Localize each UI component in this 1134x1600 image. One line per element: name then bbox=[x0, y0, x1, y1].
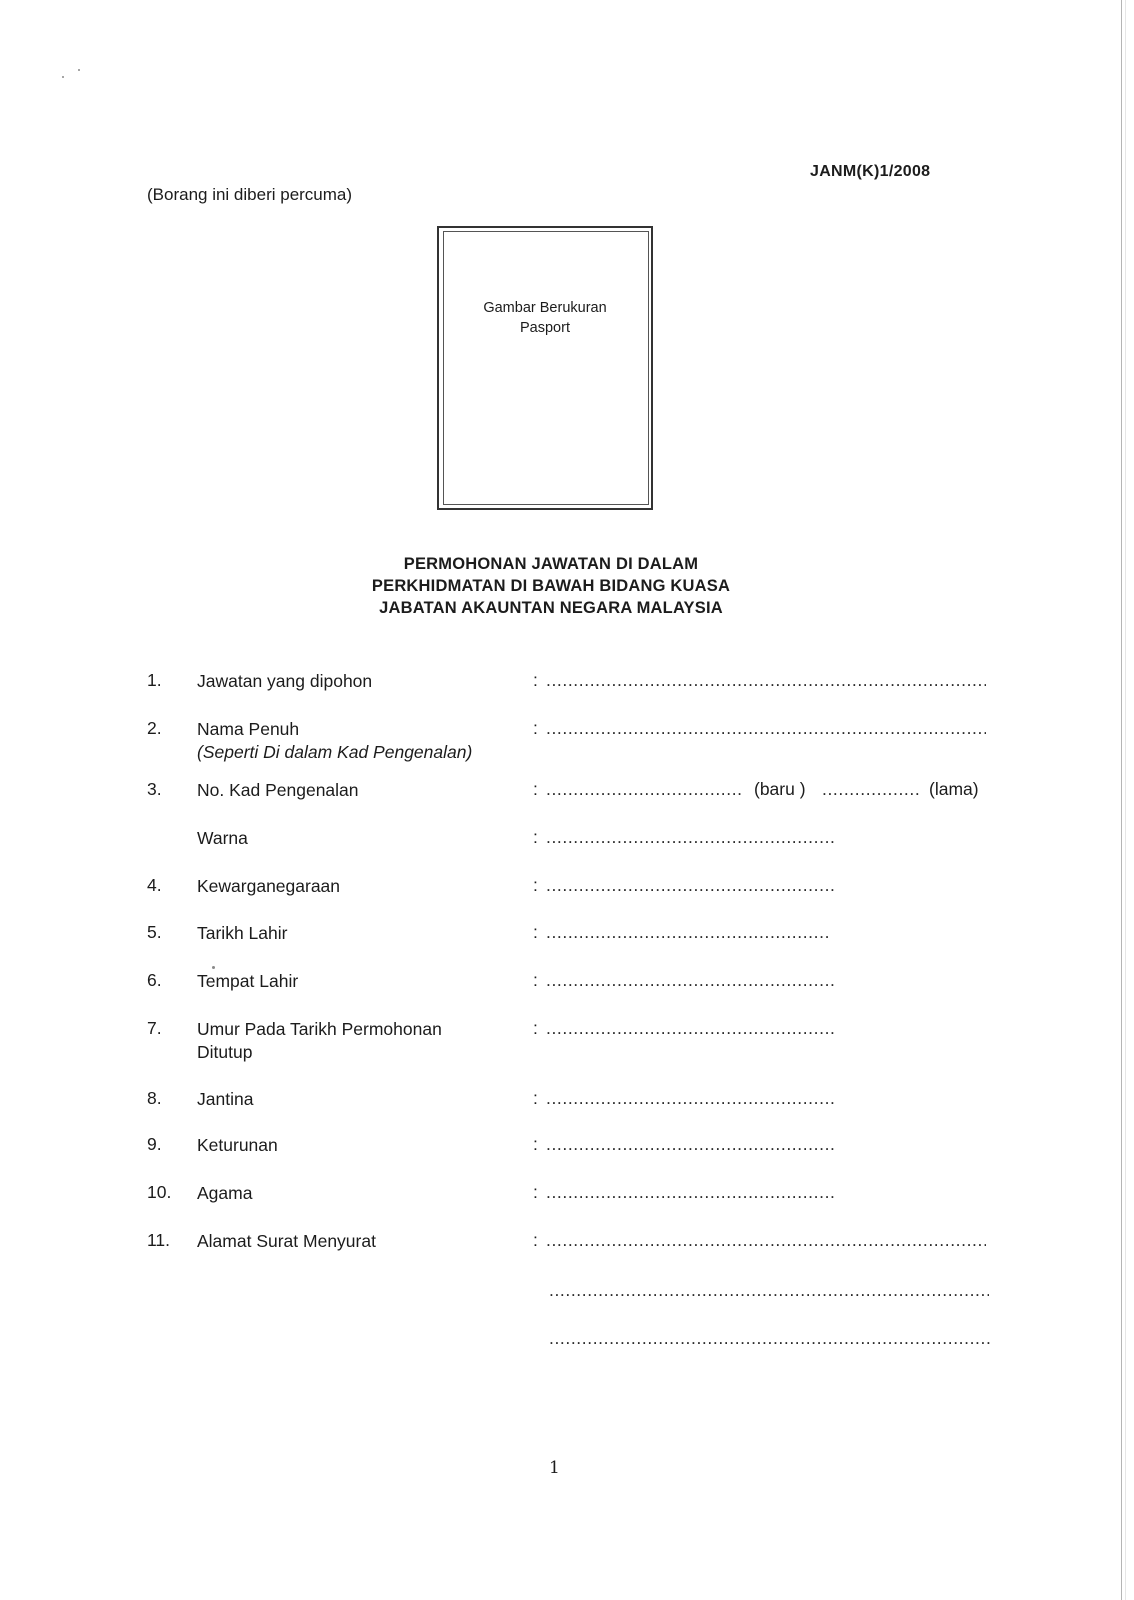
religion-field[interactable] bbox=[546, 1182, 834, 1203]
field-label: Tarikh Lahir bbox=[197, 923, 288, 943]
field-sublabel: (Seperti Di dalam Kad Pengenalan) bbox=[197, 742, 473, 762]
field-number: 11. bbox=[147, 1230, 171, 1250]
ic-new-field[interactable] bbox=[546, 779, 742, 800]
birth-place-field[interactable] bbox=[546, 970, 834, 991]
field-label: Warna bbox=[197, 828, 248, 848]
address-line-3-field[interactable] bbox=[549, 1328, 991, 1349]
field-label-line1: Umur Pada Tarikh Permohonan bbox=[197, 1019, 442, 1039]
gender-field[interactable] bbox=[546, 1088, 834, 1109]
field-colon: : bbox=[533, 827, 538, 847]
field-colon: : bbox=[533, 779, 538, 799]
field-colon: : bbox=[533, 970, 538, 990]
ic-old-tag: (lama) bbox=[929, 779, 979, 799]
field-label: Tempat Lahir bbox=[197, 971, 299, 991]
scan-speck bbox=[212, 966, 215, 969]
field-colon: : bbox=[533, 922, 538, 942]
field-number: 2. bbox=[147, 718, 162, 738]
scan-speck bbox=[62, 76, 64, 78]
scan-speck bbox=[78, 69, 80, 71]
page-edge-shadow bbox=[1125, 0, 1126, 1600]
position-applied-field[interactable] bbox=[546, 670, 986, 691]
photo-label-line1: Gambar Berukuran bbox=[483, 300, 607, 316]
field-label: No. Kad Pengenalan bbox=[197, 780, 359, 800]
field-colon: : bbox=[533, 1088, 538, 1108]
passport-photo-label bbox=[439, 298, 651, 338]
field-number: 1. bbox=[147, 670, 162, 690]
page-edge-line bbox=[1121, 0, 1122, 1600]
title-line2: PERKHIDMATAN DI BAWAH BIDANG KUASA bbox=[371, 577, 731, 595]
field-label: Keturunan bbox=[197, 1135, 278, 1155]
title-line1: PERMOHONAN JAWATAN DI DALAM bbox=[403, 555, 699, 573]
field-colon: : bbox=[533, 1230, 538, 1250]
citizenship-field[interactable] bbox=[546, 875, 834, 896]
field-colon: : bbox=[533, 670, 538, 690]
field-colon: : bbox=[533, 1182, 538, 1202]
field-number: 3. bbox=[147, 779, 162, 799]
field-number: 5. bbox=[147, 922, 162, 942]
free-form-note: (Borang ini diberi percuma) bbox=[147, 185, 353, 204]
field-colon: : bbox=[533, 1134, 538, 1154]
field-label-line2: Ditutup bbox=[197, 1042, 253, 1062]
field-label: Kewarganegaraan bbox=[197, 876, 341, 896]
field-label: Alamat Surat Menyurat bbox=[197, 1231, 376, 1251]
ic-old-field[interactable] bbox=[822, 779, 920, 800]
passport-photo-box bbox=[437, 226, 653, 510]
field-label bbox=[197, 1018, 442, 1064]
field-label: Agama bbox=[197, 1183, 253, 1203]
field-number: 6. bbox=[147, 970, 162, 990]
field-colon: : bbox=[533, 1018, 538, 1038]
birth-date-field[interactable] bbox=[546, 922, 830, 943]
ic-new-tag: (baru ) bbox=[754, 779, 806, 799]
photo-label-line2: Pasport bbox=[520, 320, 570, 336]
passport-photo-inner-border bbox=[443, 231, 649, 505]
address-line-1-field[interactable] bbox=[546, 1230, 986, 1251]
field-colon: : bbox=[533, 718, 538, 738]
form-title bbox=[250, 553, 852, 619]
field-number: 9. bbox=[147, 1134, 162, 1154]
field-number: 4. bbox=[147, 875, 162, 895]
field-number: 7. bbox=[147, 1018, 162, 1038]
field-label: Jantina bbox=[197, 1089, 254, 1109]
age-field[interactable] bbox=[546, 1018, 834, 1039]
field-number: 10. bbox=[147, 1182, 172, 1202]
page-number: 1 bbox=[549, 1458, 560, 1478]
full-name-field[interactable] bbox=[546, 718, 986, 739]
address-line-2-field[interactable] bbox=[549, 1280, 989, 1301]
form-code: JANM(K)1/2008 bbox=[810, 163, 931, 180]
field-colon: : bbox=[533, 875, 538, 895]
ethnicity-field[interactable] bbox=[546, 1134, 834, 1155]
field-number: 8. bbox=[147, 1088, 162, 1108]
field-label: Jawatan yang dipohon bbox=[197, 671, 373, 691]
colour-field[interactable] bbox=[546, 827, 834, 848]
field-label-main: Nama Penuh bbox=[197, 719, 300, 739]
field-label bbox=[197, 718, 472, 764]
title-line3: JABATAN AKAUNTAN NEGARA MALAYSIA bbox=[379, 599, 723, 617]
